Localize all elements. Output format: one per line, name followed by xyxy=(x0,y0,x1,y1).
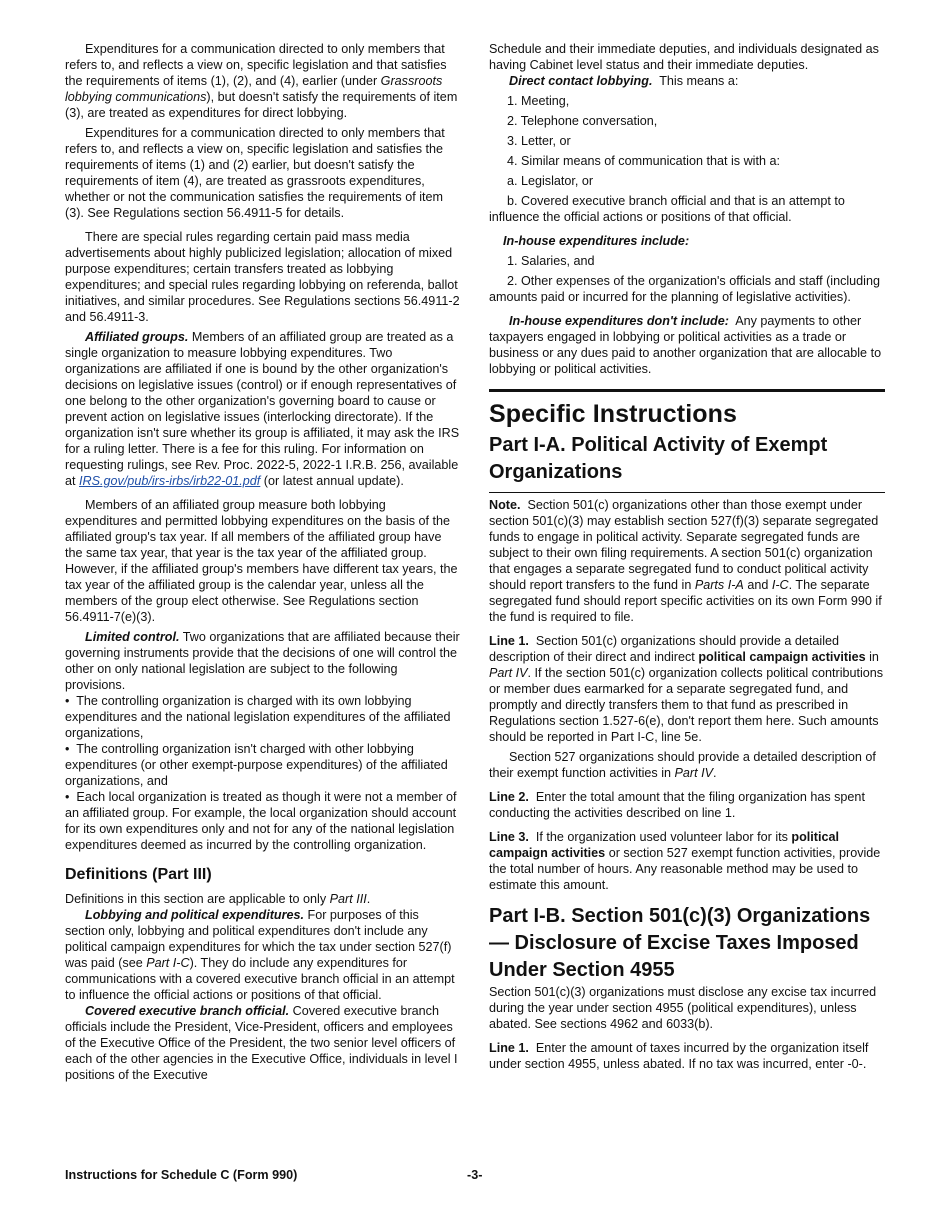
list-item: 2. Telephone conversation, xyxy=(507,114,658,128)
paragraph-note: Note. Section 501(c) organizations other than those exempt under section 501(c)(3) may establish section 527(f)(3) separate segregated funds to engage in political activity. Separate segregated funds are subject to their own filing requirements. A section 501(c) organization that engages a separate segregated fund to conduct political activity should report transfers to the fund in Parts I-A and I-C. The separate segregated fund should report specific activities on its own Form 990 if the fund is required to file. xyxy=(489,498,882,624)
limited-control-heading: Limited control. xyxy=(85,630,180,644)
paragraph-member-communications-grassroots: Expenditures for a communication directed to only members that refers to, and reflects a view on, specific legislation and satisfies the requirements of items (1) and (2) earlier, but doesn't satisfy the requirements of item (4), are treated as grassroots expenditures, whether or not the communication satisfies the requirements of item (3). See Regulations section 56.4911-5 for details. xyxy=(65,126,445,220)
page-footer xyxy=(65,1168,885,1182)
paragraph-ia-line-3: Line 3. If the organization used volunteer labor for its political campaign activities or section 527 exempt function activities, provide the total number of hours. Any reasonable method may be used to estimate this amount. xyxy=(489,830,881,892)
affiliated-groups-heading: Affiliated groups. xyxy=(85,330,189,344)
specific-instructions-heading: Specific Instructions xyxy=(489,400,737,428)
paragraph-limited-control: Limited control. Two organizations that are affiliated because their governing instruments provide that the decisions of one will control the other on only national legislation are subject to the following provisions. xyxy=(65,630,460,692)
part-ib-heading: Part I-B. Section 501(c)(3) Organizations— Disclosure of Excise Taxes Imposed Under Section 4955 xyxy=(489,905,871,981)
bullet-glyph: • xyxy=(65,694,70,708)
paragraph-member-communications-direct: Expenditures for a communication directed to only members that refers to, and reflects a view on, specific legislation and that satisfies the requirements of items (1), (2), and (4), earlier (under Grassroots lobbying communications), but doesn't satisfy the requirements of item (3), are treated as expenditures for direct lobbying. xyxy=(65,42,458,120)
lobbying-political-heading: Lobbying and political expenditures. xyxy=(85,908,305,922)
definitions-heading: Definitions (Part III) xyxy=(65,866,212,883)
bullet-item: • The controlling organization isn't charged with other lobbying expenditures (or other exempt-purpose expenditures) of the affiliated organizations, and xyxy=(65,742,448,788)
paragraph-ib-line-1: Line 1. Enter the amount of taxes incurred by the organization itself under section 4955, unless abated. If no tax was incurred, enter -0-. xyxy=(489,1041,869,1071)
list-item: 2. Other expenses of the organization's officials and staff (including amounts paid or incurred for the planning of legislative activities). xyxy=(489,274,880,304)
section-rule xyxy=(489,389,885,392)
paragraph-ia-line-1: Line 1. Section 501(c) organizations should provide a detailed description of their direct and indirect political campaign activities in Part IV. If the section 501(c) organization collects political contributions or member dues earmarked for a separate segregated fund, and promptly and directly transfers them to that fund as prescribed in Regulations section 1.527-6(e), don't report them here. Such amounts should be reported in Part I-C, line 5e. xyxy=(489,634,884,744)
paragraph-inhouse-exclude: In-house expenditures don't include: Any payments to other taxpayers engaged in lobbying or political activities as a trade or business or any dues paid to another organization that are allocable to lobbying or political activities. xyxy=(489,314,882,376)
paragraph-covered-executive-official: Covered executive branch official. Covered executive branch officials include the President, Vice-President, officers and employees of the Executive Office of the President, the two senior level officers of each of the other agencies in the Executive Office, individuals in level I positions of the Executive xyxy=(65,1004,458,1082)
list-item: 1. Meeting, xyxy=(507,94,570,108)
bullet-glyph: • xyxy=(65,790,70,804)
covered-official-heading: Covered executive branch official. xyxy=(85,1004,290,1018)
list-item: 4. Similar means of communication that is with a: xyxy=(507,154,780,168)
paragraph-lobbying-political-expenditures: Lobbying and political expenditures. For purposes of this section only, lobbying and political expenditures don't include any political campaign expenditures for which the tax under section 527(f) was paid (see Part I-C). They do include any expenditures for communications with a covered executive branch official in an attempt to influence the official actions or positions of that official. xyxy=(65,908,455,1002)
list-item: 1. Salaries, and xyxy=(507,254,595,268)
list-item: 3. Letter, or xyxy=(507,134,571,148)
paragraph-ib-intro: Section 501(c)(3) organizations must disclose any excise tax incurred during the year under section 4955 (political expenditures), unless abated. See sections 4962 and 6033(b). xyxy=(489,985,877,1031)
paragraph-affiliated-tax-year: Members of an affiliated group measure both lobbying expenditures and permitted lobbying expenditures on the basis of the affiliated group's tax year. If all members of the affiliated group have the same tax year, that year is the tax year of the affiliated group. However, if the affiliated group's members have different tax years, the tax year of the affiliated group is the calendar year, unless all the members of the group elect otherwise. See Regulations section 56.4911-7(e)(3). xyxy=(65,498,458,624)
right-column xyxy=(489,41,885,1072)
irb-link[interactable]: IRS.gov/pub/irs-irbs/irb22-01.pdf xyxy=(79,474,261,488)
paragraph-definitions-intro: Definitions in this section are applicable to only Part III. xyxy=(65,892,371,906)
paragraph-section-527: Section 527 organizations should provide a detailed description of their exempt function activities in Part IV. xyxy=(489,750,876,780)
footer-title: Instructions for Schedule C (Form 990) xyxy=(65,1168,298,1182)
list-item: a. Legislator, or xyxy=(507,174,594,188)
inhouse-exclude-heading: In-house expenditures don't include: xyxy=(509,314,729,328)
direct-contact-heading: Direct contact lobbying. xyxy=(509,74,653,88)
inhouse-include-heading: In-house expenditures include: xyxy=(503,234,690,248)
paragraph-special-rules: There are special rules regarding certain paid mass media advertisements about highly publicized legislation; allocation of mixed purpose expenditures; certain transfers treated as lobbying expenditures; and special rules regarding lobbying on referenda, ballot initiatives, and similar procedures. See Regulations sections 56.4911-2 and 56.4911-3. xyxy=(65,230,460,324)
bullet-item: • The controlling organization is charged with its own lobbying expenditures and the national legislation expenditures of the affiliated organizations, xyxy=(65,694,451,740)
heading-rule xyxy=(489,492,885,493)
paragraph-direct-contact-lobbying: Direct contact lobbying. This means a: xyxy=(509,74,739,88)
page-number: -3- xyxy=(467,1168,483,1182)
paragraph-covered-official-continued: Schedule and their immediate deputies, and individuals designated as having Cabinet level status and their immediate deputies. xyxy=(489,42,879,72)
part-ia-heading: Part I-A. Political Activity of Exempt Organizations xyxy=(489,434,828,483)
bullet-glyph: • xyxy=(65,742,70,756)
bullet-item: • Each local organization is treated as though it were not a member of an affiliated group. For example, the local organization should account for its own expenditures only and not for any of the national legislation expenditures deemed as incurred by the controlling organization. xyxy=(65,790,457,852)
list-item: b. Covered executive branch official and that is an attempt to influence the official actions or positions of that official. xyxy=(489,194,845,224)
paragraph-affiliated-groups: Affiliated groups. Members of an affiliated group are treated as a single organization to measure lobbying expenditures. Two organizations are affiliated if one is bound by the other organization's decisions on legislative issues (control) or if enough representatives of one belong to the other organization's governing board to cause or prevent action on legislative issues (interlocking directorate). If the organization isn't sure whether its group is affiliated, it may ask the IRS for a ruling letter. There is a fee for this ruling. For information on requesting rulings, see Rev. Proc. 2022-5, 2022-1 I.R.B. 256, available at IRS.gov/pub/irs-irbs/irb22-01.pdf (or latest annual update). xyxy=(65,330,460,488)
paragraph-ia-line-2: Line 2. Enter the total amount that the filing organization has spent conducting the activities described on line 1. xyxy=(489,790,865,820)
left-column xyxy=(65,41,461,1083)
